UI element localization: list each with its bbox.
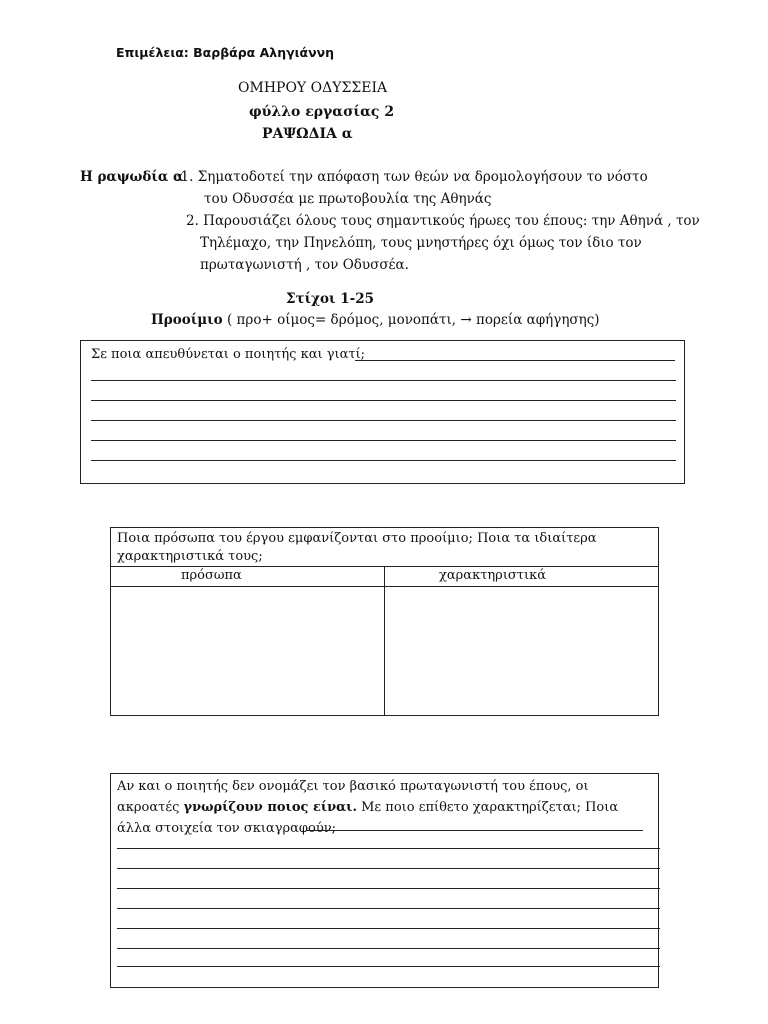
question-3-part2: Με ποιο επίθετο χαρακτηρίζεται; Ποια άλλα στοιχεία τον σκιαγραφούν; [117,800,619,836]
intro-point-2: 2. Παρουσιάζει όλους τους σημαντικούς ήρωες του έπους: την Αθηνά , τον [186,213,700,229]
answer-line[interactable] [355,360,675,361]
answer-line[interactable] [91,400,676,401]
prooimio-definition [151,312,600,328]
answer-line[interactable] [117,948,660,949]
answer-line[interactable] [117,848,660,849]
rhapsody-heading: ΡΑΨΩΔΙΑ α [262,126,353,142]
answer-line[interactable] [117,868,660,869]
column-header-characteristics: χαρακτηριστικά [439,568,546,583]
answer-line[interactable] [91,440,676,441]
answer-line[interactable] [117,888,660,889]
worksheet-subtitle: φύλλο εργασίας 2 [249,104,395,120]
prooimio-term: Προοίμιο [151,312,223,328]
intro-point-2-cont: Τηλέμαχο, την Πηνελόπη, τους μνηστήρες όχι όμως τον ίδιο τον [200,235,642,251]
question-2-text: Ποια πρόσωπα του έργου εμφανίζονται στο προοίμιο; Ποια τα ιδιαίτερα χαρακτηριστικά τους; [117,531,597,564]
intro-point-1: :1. Σηματοδοτεί την απόφαση των θεών να δρομολογήσουν το νόστο [176,169,648,185]
document-title: ΟΜΗΡΟΥ ΟΔΥΣΣΕΙΑ [238,80,388,96]
prooimio-meaning: ( προ+ οίμος= δρόμος, μονοπάτι, → πορεία αφήγησης) [222,312,600,328]
answer-line[interactable] [117,928,660,929]
answer-line[interactable] [91,460,676,461]
answer-line[interactable] [91,420,676,421]
persons-answer-cell[interactable] [111,587,384,716]
question-3-box [110,773,659,988]
question-3-emphasis: γνωρίζουν ποιος είναι. [183,800,357,815]
question-3-part1: Αν και ο ποιητής δεν ονομάζει τον βασικό πρωταγωνιστή του έπους, οι ακροατές [117,779,589,815]
characteristics-answer-cell[interactable] [385,587,659,716]
question-1-text: Σε ποια απευθύνεται ο ποιητής και γιατί; [91,347,366,362]
author-credit: Επιμέλεια: Βαρβάρα Αληγιάννη [116,45,334,60]
intro-label: Η ραψωδία α [80,169,184,185]
answer-line[interactable] [117,966,660,967]
verses-heading: Στίχοι 1-25 [286,291,375,307]
intro-point-2-end: πρωταγωνιστή , τον Οδυσσέα. [200,257,409,273]
intro-point-1-cont: του Οδυσσέα με πρωτοβουλία της Αθηνάς [204,191,492,207]
answer-line[interactable] [117,908,660,909]
column-header-persons: πρόσωπα [181,568,242,583]
question-1-box [80,340,685,484]
question-2-table [110,527,659,716]
answer-line[interactable] [307,830,643,831]
answer-line[interactable] [91,380,676,381]
